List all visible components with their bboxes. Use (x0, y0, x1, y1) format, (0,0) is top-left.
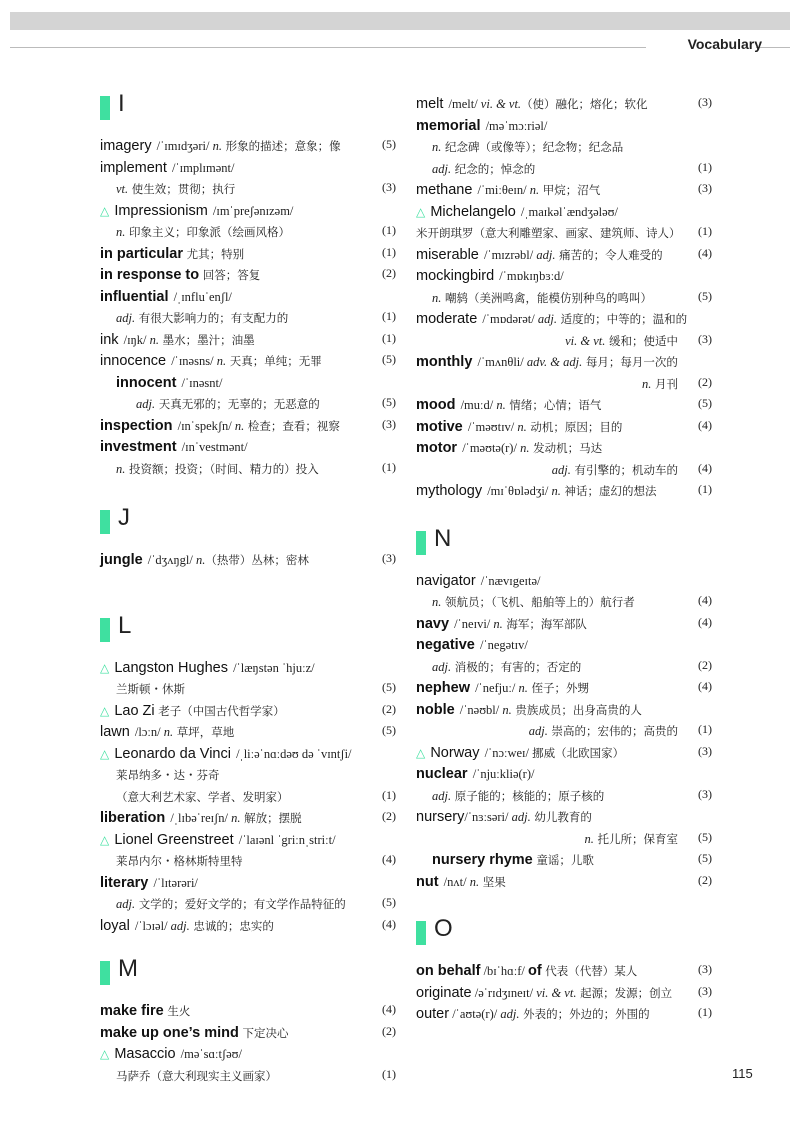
section-heading-m (100, 957, 396, 989)
entry-line: on behalf /bɪˈhɑːf/ of 代表（代替）某人 (3) (416, 962, 712, 979)
triangle-icon: △ (100, 203, 110, 218)
entry-line: nephew /ˈnefjuː/ n. 侄子；外甥 (4) (416, 679, 712, 696)
entry-line: innocent /ˈɪnəsnt/ (116, 374, 223, 391)
triangle-icon: △ (416, 204, 426, 219)
section-heading-o (416, 917, 712, 949)
entries-j (100, 548, 396, 570)
section-marker (100, 618, 110, 642)
entry-line: △ Lionel Greenstreet /ˈlaɪənl ˈgriːnˌstriːt/ (100, 831, 336, 848)
triangle-icon: △ (100, 703, 110, 718)
entry-line: 莱昂纳多・达・芬奇 (116, 768, 220, 782)
section-letter: L (118, 611, 132, 639)
entry-line: mythology /mɪˈθɒlədʒi/ n. 神话；虚幻的想法 (1) (416, 482, 712, 499)
entry-line: navy /ˈneɪvi/ n. 海军；海军部队 (4) (416, 614, 712, 632)
entry-line: navigator /ˈnævɪgeɪtə/ (416, 572, 541, 589)
entries-m (100, 999, 396, 1085)
entry-line: △ Lao Zi 老子（中国古代哲学家） (2) (100, 701, 396, 719)
triangle-icon: △ (416, 745, 426, 760)
entry-line: adj. 有引擎的；机动车的 (4) (551, 460, 712, 477)
entry-line: outer /ˈaʊtə(r)/ adj. 外表的；外边的；外围的 (1) (416, 1005, 712, 1022)
section-heading-j (100, 506, 396, 538)
entry-line: adj. 纪念的；悼念的 (1) (432, 159, 712, 176)
entry-line: △ Impressionism /ɪmˈpreʃənɪzəm/ (100, 202, 294, 219)
entry-line: inspection /ɪnˈspekʃn/ n. 检查；查看；视察 (3) (100, 416, 396, 434)
entry-line: jungle /ˈdʒʌŋgl/ n.（热带）丛林；密林 (3) (100, 551, 396, 568)
entry-line: negative /ˈnegətɪv/ (416, 637, 528, 653)
entry-line: mood /muːd/ n. 情绪；心情；语气 (5) (416, 396, 712, 413)
entry-line: n. 纪念碑（或像等）；纪念物；纪念品 (432, 140, 624, 154)
section-letter: J (118, 504, 130, 531)
entry-line: 米开朗琪罗（意大利雕塑家、画家、建筑师、诗人） (1) (416, 224, 712, 240)
entry-line: vi. & vt. 缓和；使适中 (3) (565, 331, 712, 348)
section-marker (416, 531, 426, 555)
entry-line: △ Langston Hughes /ˈlæŋstən ˈhjuːz/ (100, 659, 315, 676)
section-letter: M (118, 955, 138, 982)
section-letter: N (434, 524, 452, 552)
entry-line: monthly /ˈmʌnθli/ adv. & adj. 每月；每月一次的 (416, 354, 678, 370)
entry-line: melt /melt/ vi. & vt.（使）融化；熔化；软化 (3) (416, 95, 712, 112)
entry-line: lawn /lɔːn/ n. 草坪，草地 (5) (100, 723, 396, 740)
entry-line: 莱昂内尔・格林斯特里特 (4) (116, 852, 396, 868)
entry-line: △ Norway /ˈnɔːweɪ/ 挪威（北欧国家） (3) (416, 743, 712, 761)
section-heading-n (416, 524, 712, 559)
entry-line: △ Masaccio /məˈsɑːtʃəʊ/ (100, 1046, 242, 1062)
entry-line: vt. 使生效；贯彻；执行 (3) (116, 180, 396, 196)
section-marker (100, 96, 110, 120)
section-heading-i (100, 92, 396, 124)
entry-line: （意大利艺术家、学者、发明家） (1) (116, 787, 396, 804)
entry-line: make fire 生火 (4) (100, 1002, 396, 1019)
entry-line: adj. 消极的；有害的；否定的 (2) (432, 657, 712, 674)
entry-line: 兰斯顿・休斯 (5) (116, 680, 396, 696)
entry-line: implement /ˈɪmplɪmənt/ (100, 159, 235, 176)
page-number: 115 (732, 1066, 753, 1081)
entry-line: memorial /məˈmɔːriəl/ (416, 117, 548, 134)
entry-line: nursery rhyme 童谣；儿歌 (5) (432, 851, 712, 868)
entry-line: mockingbird /ˈmɒkɪŋbɜːd/ (416, 268, 564, 284)
section-marker (416, 921, 426, 945)
entry-line: in particular 尤其；特别 (1) (100, 244, 396, 262)
entry-line: n. 托儿所；保育室 (5) (584, 829, 712, 846)
entries-i (100, 134, 396, 478)
entry-line: adj. 天真无邪的；无辜的；无恶意的 (5) (136, 395, 396, 411)
entry-line: motor /ˈməʊtə(r)/ n. 发动机；马达 (416, 440, 603, 456)
entry-line: △ Michelangelo /ˌmaɪkəlˈændʒələʊ/ (416, 203, 618, 220)
section-letter: I (118, 90, 125, 117)
entry-line: liberation /ˌlɪbəˈreɪʃn/ n. 解放；摆脱 (2) (100, 809, 396, 826)
header-rule-left (10, 47, 646, 48)
entry-line: adj. 崇高的；宏伟的；高贵的 (1) (528, 722, 712, 738)
entry-line: in response to 回答；答复 (2) (100, 266, 396, 283)
triangle-icon: △ (100, 832, 110, 847)
top-bar (10, 12, 790, 30)
entries-m-cont (416, 92, 712, 501)
entry-line: innocence /ˈɪnəsns/ n. 天真；单纯；无罪 (5) (100, 352, 396, 369)
entries-o (416, 959, 712, 1024)
section-marker (100, 510, 110, 534)
triangle-icon: △ (100, 1047, 110, 1061)
entry-line: loyal /ˈlɔɪəl/ adj. 忠诚的；忠实的 (4) (100, 916, 396, 934)
entry-line: methane /ˈmiːθeɪn/ n. 甲烷；沼气 (3) (416, 181, 712, 198)
left-column (100, 92, 396, 1085)
entry-line: motive /ˈməʊtɪv/ n. 动机；原因；目的 (4) (416, 417, 712, 435)
entry-line: originate /əˈrɪdʒɪneɪt/ vi. & vt. 起源；发源；创立 (3) (416, 983, 712, 1001)
entry-line: n. 领航员；（飞机、船舶等上的）航行者 (4) (432, 593, 712, 609)
entry-line: n. 嘲鸫（美洲鸣禽，能模仿别种鸟的鸣叫） (5) (432, 288, 712, 305)
entry-line: adj. 原子能的；核能的；原子核的 (3) (432, 786, 712, 803)
entry-line: investment /ɪnˈvestmənt/ (100, 439, 248, 455)
entry-line: adj. 有很大影响力的；有支配力的 (1) (116, 309, 396, 325)
section-heading-l (100, 611, 396, 646)
triangle-icon: △ (100, 660, 110, 675)
entry-line: nut /nʌt/ n. 坚果 (2) (416, 872, 712, 890)
entry-line: make up one’s mind 下定决心 (2) (100, 1023, 396, 1041)
entry-line: nursery/ˈnɜːsəri/ adj. 幼儿教育的 (416, 809, 592, 825)
entry-line: n. 月刊 (2) (641, 374, 712, 391)
entry-line: literary /ˈlɪtərəri/ (100, 874, 198, 891)
entry-line: miserable /ˈmɪzrəbl/ adj. 痛苦的；令人难受的 (4) (416, 245, 712, 263)
entry-line: △ Leonardo da Vinci /ˌliːəˈnɑːdəʊ də ˈvɪntʃi/ (100, 745, 352, 762)
page-header-title: Vocabulary (687, 36, 762, 52)
entry-line: nuclear /ˈnjuːkliə(r)/ (416, 766, 535, 782)
entry-line: influential /ˌɪnfluˈenʃl/ (100, 288, 232, 305)
entry-line: moderate /ˈmɒdərət/ adj. 适度的；中等的；温和的 (416, 311, 688, 327)
entry-line: ink /ɪŋk/ n. 墨水；墨汁；油墨 (1) (100, 330, 396, 348)
entries-l (100, 656, 396, 936)
entries-n (416, 569, 712, 892)
entry-line: 马萨乔（意大利现实主义画家） (1) (116, 1066, 396, 1083)
entry-line: n. 印象主义；印象派（绘画风格） (1) (116, 223, 396, 239)
section-letter: O (434, 915, 453, 942)
triangle-icon: △ (100, 746, 110, 761)
entry-line: adj. 文学的；爱好文学的；有文学作品特征的 (5) (116, 895, 396, 911)
entry-line: noble /ˈnəʊbl/ n. 贵族成员；出身高贵的人 (416, 701, 642, 718)
section-marker (100, 961, 110, 985)
right-column (416, 92, 712, 1024)
entry-line: imagery /ˈɪmɪdʒəri/ n. 形象的描述；意象；像 (5) (100, 137, 396, 154)
entry-line: n. 投资额；投资；（时间、精力的）投入 (1) (116, 459, 396, 476)
